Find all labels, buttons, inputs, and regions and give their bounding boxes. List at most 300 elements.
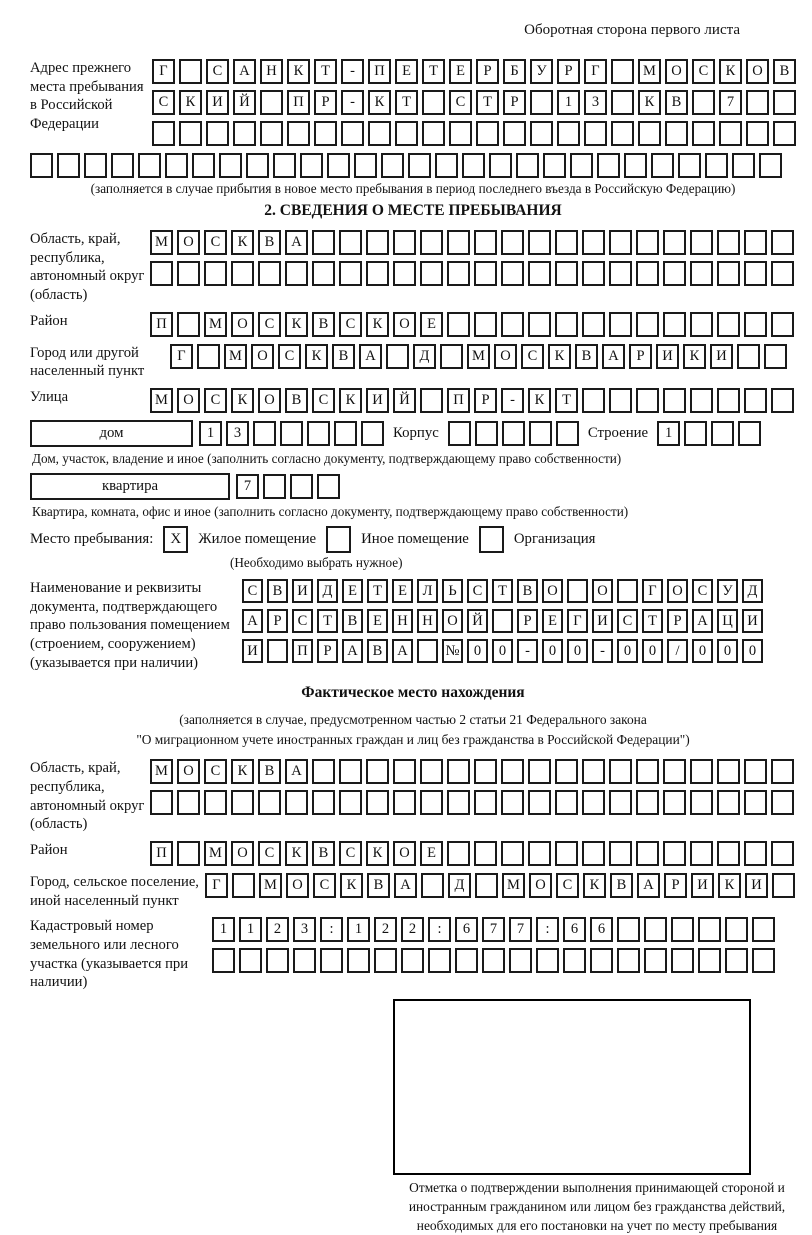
char-cell[interactable]	[393, 230, 416, 255]
char-cell[interactable]: В	[517, 579, 538, 603]
char-cell[interactable]: К	[287, 59, 310, 84]
char-cell[interactable]: С	[617, 609, 638, 633]
char-cell[interactable]	[447, 230, 470, 255]
char-cell[interactable]	[582, 841, 605, 866]
char-cell[interactable]: 0	[642, 639, 663, 663]
char-cell[interactable]: В	[267, 579, 288, 603]
char-cell[interactable]	[314, 121, 337, 146]
char-cell[interactable]	[232, 873, 255, 898]
char-cell[interactable]	[771, 759, 794, 784]
char-cell[interactable]	[408, 153, 431, 178]
char-cell[interactable]	[421, 873, 444, 898]
char-cell[interactable]	[395, 121, 418, 146]
char-cell[interactable]	[266, 948, 289, 973]
char-cell[interactable]: О	[393, 841, 416, 866]
char-cell[interactable]	[300, 153, 323, 178]
char-cell[interactable]	[420, 388, 443, 413]
char-cell[interactable]	[555, 759, 578, 784]
char-cell[interactable]	[744, 230, 767, 255]
dom-box[interactable]: дом	[30, 420, 193, 447]
char-cell[interactable]	[233, 121, 256, 146]
char-cell[interactable]	[690, 841, 713, 866]
char-cell[interactable]	[528, 312, 551, 337]
char-cell[interactable]	[482, 948, 505, 973]
char-cell[interactable]: Ц	[717, 609, 738, 633]
char-cell[interactable]: П	[150, 312, 173, 337]
char-cell[interactable]	[447, 790, 470, 815]
char-cell[interactable]	[663, 759, 686, 784]
char-cell[interactable]	[246, 153, 269, 178]
char-cell[interactable]: 1	[199, 421, 222, 446]
char-cell[interactable]	[312, 261, 335, 286]
char-cell[interactable]: К	[683, 344, 706, 369]
char-cell[interactable]	[312, 759, 335, 784]
char-cell[interactable]	[692, 90, 715, 115]
char-cell[interactable]	[746, 90, 769, 115]
char-cell[interactable]: Д	[448, 873, 471, 898]
char-cell[interactable]	[590, 948, 613, 973]
char-cell[interactable]	[312, 790, 335, 815]
char-cell[interactable]: С	[556, 873, 579, 898]
char-cell[interactable]: С	[292, 609, 313, 633]
char-cell[interactable]	[347, 948, 370, 973]
char-cell[interactable]	[475, 873, 498, 898]
char-cell[interactable]: К	[285, 841, 308, 866]
char-cell[interactable]: Р	[476, 59, 499, 84]
char-cell[interactable]: А	[285, 759, 308, 784]
char-cell[interactable]: А	[359, 344, 382, 369]
char-cell[interactable]	[447, 261, 470, 286]
char-cell[interactable]	[260, 90, 283, 115]
char-cell[interactable]: С	[312, 388, 335, 413]
char-cell[interactable]	[475, 421, 498, 446]
char-cell[interactable]	[528, 841, 551, 866]
char-cell[interactable]: С	[339, 312, 362, 337]
char-cell[interactable]	[192, 153, 215, 178]
char-cell[interactable]	[393, 790, 416, 815]
char-cell[interactable]: И	[366, 388, 389, 413]
char-cell[interactable]	[401, 948, 424, 973]
char-cell[interactable]: А	[233, 59, 256, 84]
char-cell[interactable]	[204, 261, 227, 286]
char-cell[interactable]	[582, 230, 605, 255]
char-cell[interactable]: К	[548, 344, 571, 369]
char-cell[interactable]	[555, 790, 578, 815]
char-cell[interactable]: 0	[467, 639, 488, 663]
char-cell[interactable]	[771, 261, 794, 286]
char-cell[interactable]	[557, 121, 580, 146]
char-cell[interactable]	[717, 230, 740, 255]
char-cell[interactable]	[293, 948, 316, 973]
char-cell[interactable]	[258, 790, 281, 815]
char-cell[interactable]: Р	[314, 90, 337, 115]
char-cell[interactable]	[219, 153, 242, 178]
char-cell[interactable]	[609, 841, 632, 866]
char-cell[interactable]: 7	[236, 474, 259, 499]
char-cell[interactable]: С	[242, 579, 263, 603]
char-cell[interactable]	[690, 790, 713, 815]
char-cell[interactable]: К	[231, 388, 254, 413]
char-cell[interactable]	[267, 639, 288, 663]
char-cell[interactable]	[273, 153, 296, 178]
char-cell[interactable]: В	[610, 873, 633, 898]
char-cell[interactable]: П	[292, 639, 313, 663]
char-cell[interactable]	[663, 312, 686, 337]
char-cell[interactable]: В	[332, 344, 355, 369]
char-cell[interactable]	[611, 90, 634, 115]
char-cell[interactable]: М	[150, 388, 173, 413]
char-cell[interactable]	[30, 153, 53, 178]
char-cell[interactable]	[258, 261, 281, 286]
char-cell[interactable]	[177, 312, 200, 337]
char-cell[interactable]: К	[366, 312, 389, 337]
zhiloe-checkbox[interactable]: X	[163, 526, 188, 553]
char-cell[interactable]: 0	[492, 639, 513, 663]
char-cell[interactable]	[609, 790, 632, 815]
char-cell[interactable]	[671, 917, 694, 942]
char-cell[interactable]	[555, 230, 578, 255]
char-cell[interactable]	[773, 90, 796, 115]
char-cell[interactable]: Р	[267, 609, 288, 633]
char-cell[interactable]	[447, 312, 470, 337]
char-cell[interactable]: М	[259, 873, 282, 898]
char-cell[interactable]	[285, 261, 308, 286]
char-cell[interactable]	[609, 312, 632, 337]
char-cell[interactable]: Р	[664, 873, 687, 898]
char-cell[interactable]	[582, 759, 605, 784]
char-cell[interactable]: А	[692, 609, 713, 633]
char-cell[interactable]	[528, 261, 551, 286]
char-cell[interactable]	[597, 153, 620, 178]
char-cell[interactable]	[636, 841, 659, 866]
char-cell[interactable]: И	[742, 609, 763, 633]
char-cell[interactable]: К	[638, 90, 661, 115]
char-cell[interactable]	[717, 261, 740, 286]
char-cell[interactable]: Т	[476, 90, 499, 115]
char-cell[interactable]	[501, 759, 524, 784]
char-cell[interactable]	[84, 153, 107, 178]
char-cell[interactable]: В	[342, 609, 363, 633]
char-cell[interactable]	[528, 790, 551, 815]
char-cell[interactable]	[334, 421, 357, 446]
char-cell[interactable]	[609, 388, 632, 413]
char-cell[interactable]: 0	[692, 639, 713, 663]
char-cell[interactable]: Д	[317, 579, 338, 603]
char-cell[interactable]: Л	[417, 579, 438, 603]
char-cell[interactable]: У	[530, 59, 553, 84]
char-cell[interactable]	[290, 474, 313, 499]
char-cell[interactable]	[339, 759, 362, 784]
char-cell[interactable]	[609, 261, 632, 286]
char-cell[interactable]: М	[638, 59, 661, 84]
char-cell[interactable]: С	[313, 873, 336, 898]
char-cell[interactable]: Т	[395, 90, 418, 115]
char-cell[interactable]: Е	[392, 579, 413, 603]
char-cell[interactable]	[582, 388, 605, 413]
char-cell[interactable]: Т	[314, 59, 337, 84]
char-cell[interactable]	[253, 421, 276, 446]
char-cell[interactable]: :	[428, 917, 451, 942]
char-cell[interactable]	[717, 841, 740, 866]
char-cell[interactable]: И	[656, 344, 679, 369]
char-cell[interactable]	[339, 790, 362, 815]
char-cell[interactable]	[179, 59, 202, 84]
char-cell[interactable]	[422, 121, 445, 146]
char-cell[interactable]	[366, 261, 389, 286]
char-cell[interactable]: Е	[342, 579, 363, 603]
char-cell[interactable]	[516, 153, 539, 178]
char-cell[interactable]: В	[665, 90, 688, 115]
char-cell[interactable]	[636, 388, 659, 413]
char-cell[interactable]	[644, 917, 667, 942]
char-cell[interactable]: 2	[374, 917, 397, 942]
char-cell[interactable]: Р	[474, 388, 497, 413]
char-cell[interactable]: К	[305, 344, 328, 369]
char-cell[interactable]: Г	[567, 609, 588, 633]
char-cell[interactable]	[150, 261, 173, 286]
char-cell[interactable]: 1	[212, 917, 235, 942]
char-cell[interactable]: С	[692, 59, 715, 84]
char-cell[interactable]	[744, 312, 767, 337]
char-cell[interactable]: А	[602, 344, 625, 369]
char-cell[interactable]	[489, 153, 512, 178]
char-cell[interactable]: И	[592, 609, 613, 633]
char-cell[interactable]: С	[339, 841, 362, 866]
char-cell[interactable]	[738, 421, 761, 446]
char-cell[interactable]: О	[286, 873, 309, 898]
char-cell[interactable]: И	[292, 579, 313, 603]
char-cell[interactable]	[663, 790, 686, 815]
char-cell[interactable]: Т	[422, 59, 445, 84]
char-cell[interactable]	[636, 230, 659, 255]
char-cell[interactable]	[725, 917, 748, 942]
char-cell[interactable]	[368, 121, 391, 146]
char-cell[interactable]	[772, 873, 795, 898]
char-cell[interactable]	[165, 153, 188, 178]
char-cell[interactable]	[717, 790, 740, 815]
char-cell[interactable]	[263, 474, 286, 499]
char-cell[interactable]	[563, 948, 586, 973]
char-cell[interactable]	[420, 759, 443, 784]
char-cell[interactable]: :	[536, 917, 559, 942]
char-cell[interactable]: -	[592, 639, 613, 663]
char-cell[interactable]: В	[773, 59, 796, 84]
char-cell[interactable]	[312, 230, 335, 255]
char-cell[interactable]: Р	[557, 59, 580, 84]
char-cell[interactable]: М	[502, 873, 525, 898]
char-cell[interactable]	[435, 153, 458, 178]
char-cell[interactable]: О	[231, 312, 254, 337]
char-cell[interactable]: И	[745, 873, 768, 898]
char-cell[interactable]: 7	[509, 917, 532, 942]
char-cell[interactable]: С	[467, 579, 488, 603]
char-cell[interactable]: В	[285, 388, 308, 413]
char-cell[interactable]: 6	[590, 917, 613, 942]
char-cell[interactable]	[501, 261, 524, 286]
char-cell[interactable]: М	[204, 312, 227, 337]
kvartira-box[interactable]: квартира	[30, 473, 230, 500]
char-cell[interactable]	[374, 948, 397, 973]
char-cell[interactable]	[638, 121, 661, 146]
char-cell[interactable]: 1	[347, 917, 370, 942]
char-cell[interactable]	[624, 153, 647, 178]
char-cell[interactable]: Н	[392, 609, 413, 633]
char-cell[interactable]	[711, 421, 734, 446]
char-cell[interactable]: Т	[317, 609, 338, 633]
char-cell[interactable]: П	[368, 59, 391, 84]
char-cell[interactable]: Б	[503, 59, 526, 84]
char-cell[interactable]	[773, 121, 796, 146]
char-cell[interactable]: С	[258, 312, 281, 337]
char-cell[interactable]: Р	[629, 344, 652, 369]
char-cell[interactable]	[717, 388, 740, 413]
char-cell[interactable]: П	[287, 90, 310, 115]
char-cell[interactable]: И	[691, 873, 714, 898]
char-cell[interactable]	[732, 153, 755, 178]
char-cell[interactable]	[420, 261, 443, 286]
char-cell[interactable]	[420, 230, 443, 255]
char-cell[interactable]	[690, 230, 713, 255]
char-cell[interactable]: -	[341, 59, 364, 84]
char-cell[interactable]: И	[710, 344, 733, 369]
char-cell[interactable]: Т	[642, 609, 663, 633]
char-cell[interactable]: 0	[742, 639, 763, 663]
char-cell[interactable]: О	[667, 579, 688, 603]
char-cell[interactable]: К	[366, 841, 389, 866]
char-cell[interactable]	[231, 261, 254, 286]
char-cell[interactable]: М	[224, 344, 247, 369]
char-cell[interactable]: К	[340, 873, 363, 898]
char-cell[interactable]	[448, 421, 471, 446]
char-cell[interactable]	[420, 790, 443, 815]
char-cell[interactable]	[501, 841, 524, 866]
char-cell[interactable]: К	[528, 388, 551, 413]
char-cell[interactable]	[447, 841, 470, 866]
char-cell[interactable]: А	[285, 230, 308, 255]
char-cell[interactable]	[317, 474, 340, 499]
char-cell[interactable]: 7	[482, 917, 505, 942]
char-cell[interactable]: К	[231, 230, 254, 255]
char-cell[interactable]: Е	[395, 59, 418, 84]
char-cell[interactable]: С	[204, 759, 227, 784]
char-cell[interactable]	[584, 121, 607, 146]
char-cell[interactable]	[366, 759, 389, 784]
char-cell[interactable]: М	[204, 841, 227, 866]
char-cell[interactable]: М	[467, 344, 490, 369]
char-cell[interactable]	[327, 153, 350, 178]
char-cell[interactable]	[617, 948, 640, 973]
char-cell[interactable]	[698, 948, 721, 973]
char-cell[interactable]: Й	[467, 609, 488, 633]
char-cell[interactable]: В	[312, 312, 335, 337]
char-cell[interactable]: О	[442, 609, 463, 633]
char-cell[interactable]	[366, 790, 389, 815]
char-cell[interactable]	[177, 841, 200, 866]
char-cell[interactable]: -	[517, 639, 538, 663]
char-cell[interactable]	[636, 759, 659, 784]
char-cell[interactable]: Н	[260, 59, 283, 84]
char-cell[interactable]: Т	[492, 579, 513, 603]
char-cell[interactable]	[361, 421, 384, 446]
char-cell[interactable]	[150, 790, 173, 815]
char-cell[interactable]	[617, 579, 638, 603]
char-cell[interactable]: 1	[657, 421, 680, 446]
char-cell[interactable]	[177, 790, 200, 815]
char-cell[interactable]: Р	[667, 609, 688, 633]
char-cell[interactable]	[474, 841, 497, 866]
char-cell[interactable]: Е	[367, 609, 388, 633]
char-cell[interactable]	[474, 759, 497, 784]
char-cell[interactable]	[617, 917, 640, 942]
char-cell[interactable]	[663, 388, 686, 413]
char-cell[interactable]: Й	[233, 90, 256, 115]
char-cell[interactable]	[280, 421, 303, 446]
char-cell[interactable]	[239, 948, 262, 973]
char-cell[interactable]: О	[251, 344, 274, 369]
char-cell[interactable]	[386, 344, 409, 369]
char-cell[interactable]	[698, 917, 721, 942]
char-cell[interactable]	[366, 230, 389, 255]
char-cell[interactable]: Н	[417, 609, 438, 633]
char-cell[interactable]: О	[177, 230, 200, 255]
char-cell[interactable]	[771, 841, 794, 866]
char-cell[interactable]	[428, 948, 451, 973]
char-cell[interactable]: И	[242, 639, 263, 663]
char-cell[interactable]: 2	[266, 917, 289, 942]
char-cell[interactable]	[663, 841, 686, 866]
char-cell[interactable]: О	[393, 312, 416, 337]
char-cell[interactable]	[644, 948, 667, 973]
char-cell[interactable]	[152, 121, 175, 146]
char-cell[interactable]: О	[231, 841, 254, 866]
char-cell[interactable]	[509, 948, 532, 973]
char-cell[interactable]	[447, 759, 470, 784]
char-cell[interactable]: В	[367, 639, 388, 663]
char-cell[interactable]	[528, 230, 551, 255]
char-cell[interactable]	[663, 261, 686, 286]
char-cell[interactable]	[690, 312, 713, 337]
char-cell[interactable]: 0	[617, 639, 638, 663]
char-cell[interactable]	[462, 153, 485, 178]
char-cell[interactable]: 0	[717, 639, 738, 663]
char-cell[interactable]: И	[206, 90, 229, 115]
char-cell[interactable]	[744, 388, 767, 413]
char-cell[interactable]	[529, 421, 552, 446]
char-cell[interactable]: Г	[152, 59, 175, 84]
char-cell[interactable]	[260, 121, 283, 146]
char-cell[interactable]	[582, 790, 605, 815]
inoe-checkbox[interactable]	[326, 526, 351, 553]
char-cell[interactable]	[393, 759, 416, 784]
char-cell[interactable]	[528, 759, 551, 784]
char-cell[interactable]	[744, 759, 767, 784]
char-cell[interactable]: С	[278, 344, 301, 369]
char-cell[interactable]	[57, 153, 80, 178]
char-cell[interactable]: 3	[293, 917, 316, 942]
char-cell[interactable]	[474, 790, 497, 815]
char-cell[interactable]	[636, 261, 659, 286]
char-cell[interactable]	[197, 344, 220, 369]
char-cell[interactable]	[752, 917, 775, 942]
char-cell[interactable]: 1	[557, 90, 580, 115]
char-cell[interactable]	[609, 759, 632, 784]
char-cell[interactable]: А	[242, 609, 263, 633]
char-cell[interactable]	[690, 261, 713, 286]
char-cell[interactable]: С	[206, 59, 229, 84]
char-cell[interactable]: 3	[584, 90, 607, 115]
char-cell[interactable]: Е	[420, 312, 443, 337]
char-cell[interactable]: 2	[401, 917, 424, 942]
